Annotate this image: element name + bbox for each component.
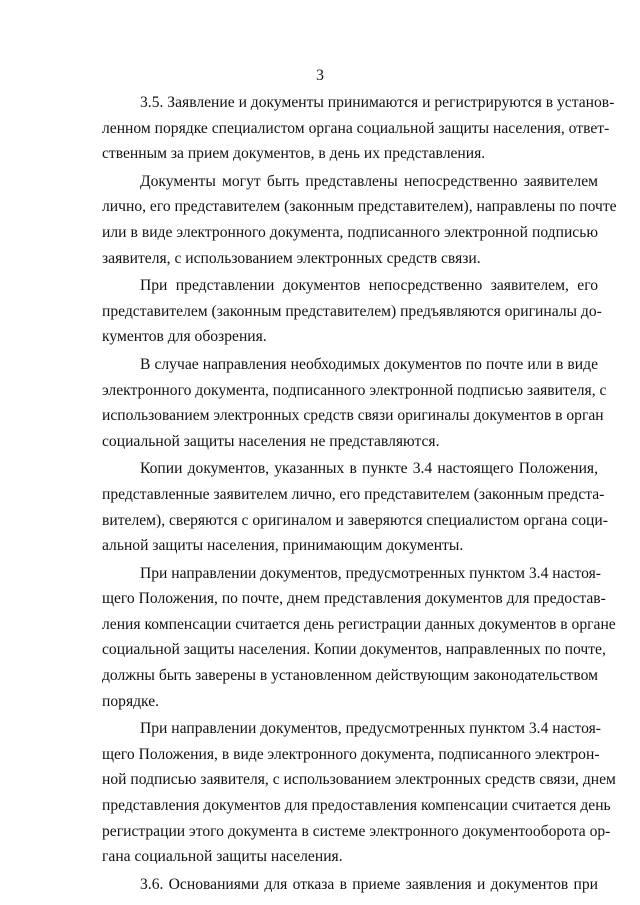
text-line: лично, его представителем (законным представителем), направлены по почте [102, 198, 617, 216]
paragraph-electronic-date [102, 716, 616, 870]
text-line: или в виде электронного документа, подписанного электронной подписью [102, 223, 598, 241]
text-line: должны быть заверены в установленном действующим законодательством [102, 667, 598, 685]
text-line: представления документов для предоставления компенсации считается день [102, 797, 611, 815]
text-line: Копии документов, указанных в пункте 3.4 настоящего Положения, [140, 460, 598, 478]
text-line: электронного документа, подписанного электронной подписью заявителя, с [102, 381, 607, 399]
text-line: ления компенсации считается день регистрации данных документов в органе [102, 615, 616, 633]
text-line: гана социальной защиты населения. [102, 848, 343, 866]
text-line: альной защиты населения, принимающим документы. [102, 537, 464, 555]
paragraph-3-5-intro [102, 90, 615, 167]
text-line: При направлении документов, предусмотренных пунктом 3.4 настоя- [140, 720, 601, 738]
paragraph-submission-methods [102, 169, 617, 271]
text-line: щего Положения, по почте, днем представления документов для предостав- [102, 590, 606, 608]
text-line: использованием электронных средств связи оригиналы документов в орган [102, 407, 604, 425]
text-line: При направлении документов, предусмотренных пунктом 3.4 настоя- [140, 564, 601, 582]
text-line: порядке. [102, 692, 160, 710]
paragraph-copies-verified [102, 456, 608, 558]
paragraph-originals-presented [102, 273, 602, 350]
text-line: ной подписью заявителя, с использованием электронных средств связи, днем [102, 771, 616, 789]
document-body [102, 90, 617, 897]
paragraph-mail-date [102, 561, 616, 715]
text-line: социальной защиты населения. Копии документов, направленных по почте, [102, 641, 606, 659]
text-line: кументов для обозрения. [102, 328, 267, 346]
text-line: 3.6. Основаниями для отказа в приеме заявления и документов при [140, 875, 598, 893]
text-line: ственным за прием документов, в день их представления. [102, 145, 486, 163]
text-line: В случае направления необходимых документов по почте или в виде [140, 355, 598, 373]
text-line: социальной защиты населения не представляются. [102, 432, 440, 450]
text-line: заявителя, с использованием электронных средств связи. [102, 249, 481, 267]
text-line: При представлении документов непосредственно заявителем, его [140, 277, 598, 295]
paragraph-3-6-refusal [102, 872, 598, 898]
text-line: ленном порядке специалистом органа социальной защиты населения, ответ- [102, 119, 610, 137]
text-line: 3.5. Заявление и документы принимаются и регистрируются в установ- [140, 94, 615, 111]
text-line: представителем (законным представителем) предъявляются оригиналы до- [102, 302, 602, 320]
text-line: Документы могут быть представлены непосредственно заявителем [140, 172, 598, 190]
text-line: щего Положения, в виде электронного документа, подписанного электрон- [102, 745, 600, 763]
page-number: 3 [316, 67, 324, 84]
text-line: регистрации этого документа в системе электронного документооборота ор- [102, 822, 611, 840]
paragraph-mail-electronic [102, 352, 607, 454]
text-line: представленные заявителем лично, его представителем (законным предста- [102, 485, 605, 503]
text-line: вителем), сверяются с оригиналом и заверяются специалистом органа соци- [102, 511, 608, 529]
